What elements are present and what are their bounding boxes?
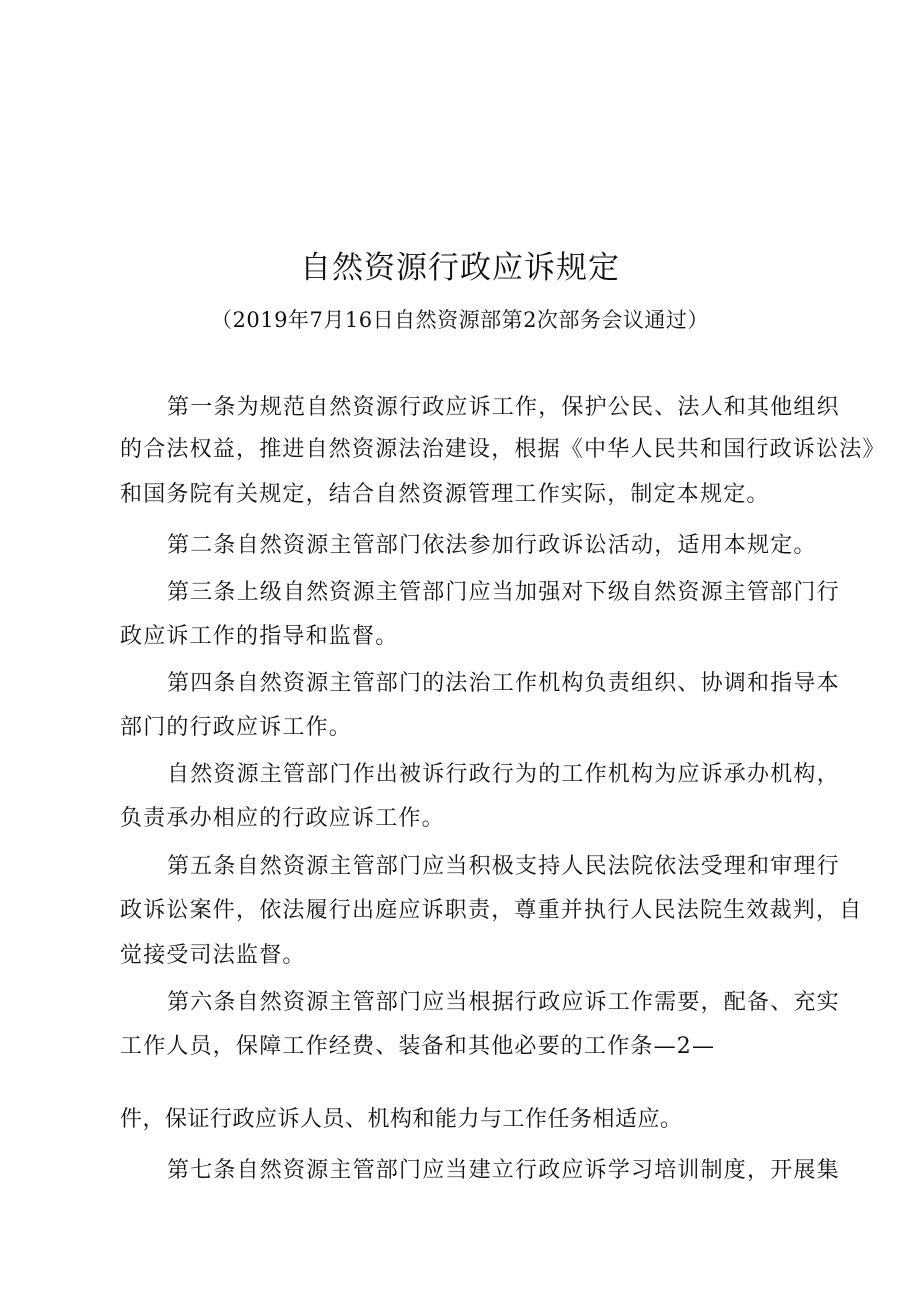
paragraph-line: 第六条自然资源主管部门应当根据行政应诉工作需要，配备、充实 bbox=[167, 990, 840, 1015]
paragraph-line: 部门的行政应诉工作。 bbox=[120, 715, 353, 740]
paragraph-line: 政应诉工作的指导和监督。 bbox=[120, 624, 399, 649]
paragraph-line: 负责承办相应的行政应诉工作。 bbox=[120, 806, 445, 831]
paragraph-line: 第四条自然资源主管部门的法治工作机构负责组织、协调和指导本 bbox=[167, 671, 840, 696]
paragraph-line: 和国务院有关规定，结合自然资源管理工作实际，制定本规定。 bbox=[120, 482, 770, 507]
document-subtitle: （2019年7月16日自然资源部第2次部务会议通过） bbox=[211, 308, 709, 332]
paragraph-line: 第三条上级自然资源主管部门应当加强对下级自然资源主管部门行 bbox=[167, 580, 840, 605]
paragraph-line: 觉接受司法监督。 bbox=[120, 943, 306, 968]
paragraph-line: 件，保证行政应诉人员、机构和能力与工作任务相适应。 bbox=[120, 1107, 683, 1132]
paragraph-line: 第五条自然资源主管部门应当积极支持人民法院依法受理和审理行 bbox=[167, 854, 840, 879]
paragraph-line: 第二条自然资源主管部门依法参加行政诉讼活动，适用本规定。 bbox=[167, 533, 817, 558]
document-title: 自然资源行政应诉规定 bbox=[300, 250, 620, 286]
paragraph-line: 的合法权益，推进自然资源法治建设，根据《中华人民共和国行政诉讼法》 bbox=[120, 437, 886, 462]
paragraph-line: 第一条为规范自然资源行政应诉工作，保护公民、法人和其他组织 bbox=[167, 395, 840, 420]
paragraph-line: 政诉讼案件，依法履行出庭应诉职责，尊重并执行人民法院生效裁判，自 bbox=[120, 898, 863, 923]
paragraph-line: 工作人员，保障工作经费、装备和其他必要的工作条—2— bbox=[120, 1034, 716, 1059]
paragraph-line: 第七条自然资源主管部门应当建立行政应诉学习培训制度，开展集 bbox=[167, 1158, 840, 1183]
paragraph-line: 自然资源主管部门作出被诉行政行为的工作机构为应诉承办机构， bbox=[167, 762, 840, 787]
